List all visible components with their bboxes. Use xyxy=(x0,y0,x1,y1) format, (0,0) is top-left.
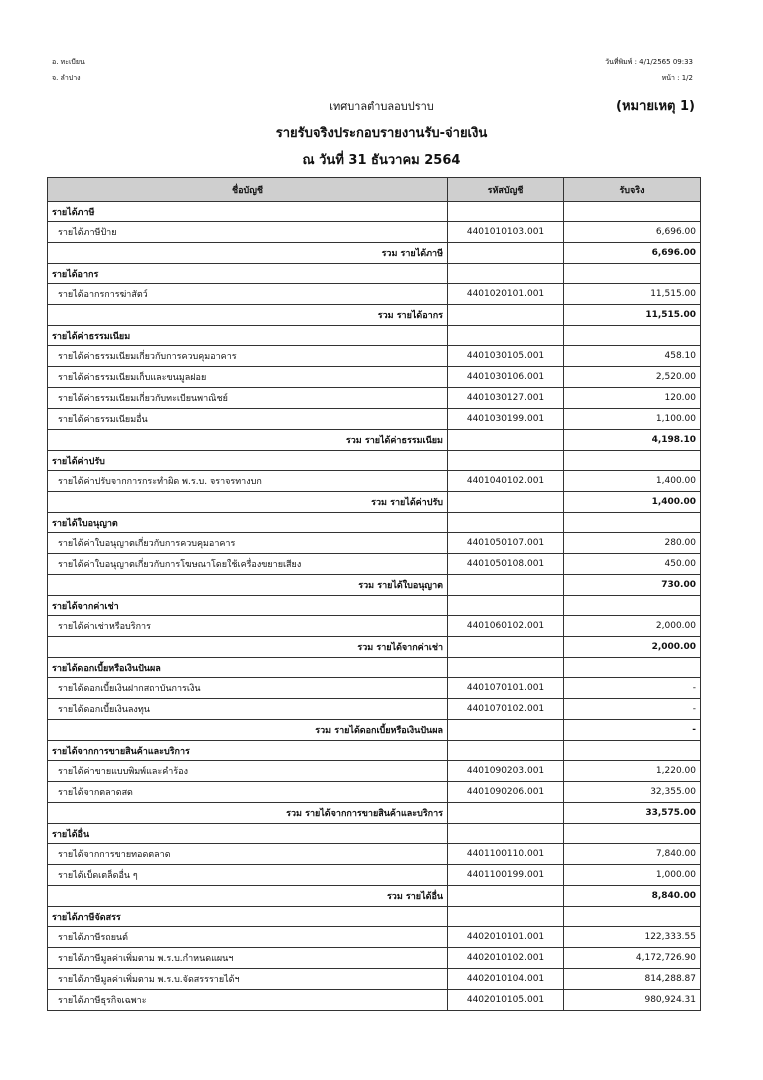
account-name: รายได้ภาษีรถยนต์ xyxy=(48,927,448,948)
account-code: 4401090206.001 xyxy=(448,782,564,803)
actual-amount: - xyxy=(564,699,701,720)
empty-cell xyxy=(564,264,701,284)
total-amount: - xyxy=(564,720,701,741)
header-left-line1: อ. ทะเบียน xyxy=(52,58,85,66)
table-row xyxy=(48,367,701,388)
total-label: รวม รายได้ใบอนุญาต xyxy=(48,575,448,596)
empty-cell xyxy=(448,720,564,741)
actual-amount: 122,333.55 xyxy=(564,927,701,948)
actual-amount: 980,924.31 xyxy=(564,990,701,1011)
section-header-row xyxy=(48,824,701,844)
account-code: 4401030199.001 xyxy=(448,409,564,430)
empty-cell xyxy=(448,741,564,761)
empty-cell xyxy=(564,513,701,533)
actual-amount: 1,220.00 xyxy=(564,761,701,782)
account-code: 4401020101.001 xyxy=(448,284,564,305)
account-name: รายได้ค่าธรรมเนียมอื่น xyxy=(48,409,448,430)
section-total-row xyxy=(48,886,701,907)
table-row xyxy=(48,471,701,492)
account-name: รายได้ดอกเบี้ยเงินลงทุน xyxy=(48,699,448,720)
account-name: รายได้ค่าเช่าหรือบริการ xyxy=(48,616,448,637)
section-header-row xyxy=(48,264,701,284)
empty-cell xyxy=(448,264,564,284)
account-code: 4401070102.001 xyxy=(448,699,564,720)
account-code: 4402010101.001 xyxy=(448,927,564,948)
account-name: รายได้เบ็ดเตล็ดอื่น ๆ xyxy=(48,865,448,886)
total-amount: 2,000.00 xyxy=(564,637,701,658)
table-row xyxy=(48,554,701,575)
account-code: 4401040102.001 xyxy=(448,471,564,492)
section-header-row xyxy=(48,907,701,927)
table-row xyxy=(48,844,701,865)
section-header-row xyxy=(48,451,701,471)
table-row xyxy=(48,409,701,430)
actual-amount: 2,000.00 xyxy=(564,616,701,637)
account-name: รายได้ค่าธรรมเนียมเก็บและขนมูลฝอย xyxy=(48,367,448,388)
section-total-row xyxy=(48,575,701,596)
table-row xyxy=(48,533,701,554)
revenue-table xyxy=(47,177,701,1011)
total-label: รวม รายได้ดอกเบี้ยหรือเงินปันผล xyxy=(48,720,448,741)
actual-amount: 814,288.87 xyxy=(564,969,701,990)
account-name: รายได้อากรการฆ่าสัตว์ xyxy=(48,284,448,305)
empty-cell xyxy=(448,803,564,824)
total-label: รวม รายได้ภาษี xyxy=(48,243,448,264)
section-total-row xyxy=(48,243,701,264)
total-amount: 8,840.00 xyxy=(564,886,701,907)
empty-cell xyxy=(448,637,564,658)
account-name: รายได้ภาษีมูลค่าเพิ่มตาม พ.ร.บ.จัดสรรรายได้ฯ xyxy=(48,969,448,990)
header-left-line2: จ. ลำปาง xyxy=(52,74,81,82)
account-name: รายได้ภาษีป้าย xyxy=(48,222,448,243)
empty-cell xyxy=(448,243,564,264)
total-amount: 11,515.00 xyxy=(564,305,701,326)
header-account-name: ชื่อบัญชี xyxy=(48,178,448,202)
section-header-row xyxy=(48,741,701,761)
total-amount: 33,575.00 xyxy=(564,803,701,824)
section-header-row xyxy=(48,596,701,616)
print-date: วันที่พิมพ์ : 4/1/2565 09:33 xyxy=(605,58,693,66)
actual-amount: 450.00 xyxy=(564,554,701,575)
section-title: รายได้อากร xyxy=(48,264,448,284)
table-row xyxy=(48,782,701,803)
table-row xyxy=(48,222,701,243)
actual-amount: 458.10 xyxy=(564,346,701,367)
account-code: 4401010103.001 xyxy=(448,222,564,243)
total-label: รวม รายได้จากการขายสินค้าและบริการ xyxy=(48,803,448,824)
empty-cell xyxy=(564,824,701,844)
section-title: รายได้ภาษี xyxy=(48,202,448,222)
actual-amount: 280.00 xyxy=(564,533,701,554)
empty-cell xyxy=(448,492,564,513)
empty-cell xyxy=(564,326,701,346)
empty-cell xyxy=(564,202,701,222)
report-title: รายรับจริงประกอบรายงานรับ-จ่ายเงิน xyxy=(275,126,488,141)
section-title: รายได้จากการขายสินค้าและบริการ xyxy=(48,741,448,761)
account-name: รายได้ค่าขายแบบพิมพ์และคำร้อง xyxy=(48,761,448,782)
section-title: รายได้จากค่าเช่า xyxy=(48,596,448,616)
section-title: รายได้ดอกเบี้ยหรือเงินปันผล xyxy=(48,658,448,678)
total-amount: 6,696.00 xyxy=(564,243,701,264)
account-name: รายได้ค่าธรรมเนียมเกี่ยวกับการควบคุมอาคาร xyxy=(48,346,448,367)
account-name: รายได้ค่าธรรมเนียมเกี่ยวกับทะเบียนพาณิชย์ xyxy=(48,388,448,409)
section-total-row xyxy=(48,720,701,741)
empty-cell xyxy=(564,907,701,927)
account-name: รายได้ดอกเบี้ยเงินฝากสถาบันการเงิน xyxy=(48,678,448,699)
account-name: รายได้จากตลาดสด xyxy=(48,782,448,803)
account-code: 4401060102.001 xyxy=(448,616,564,637)
account-name: รายได้ค่าปรับจากการกระทำผิด พ.ร.บ. จราจรทางบก xyxy=(48,471,448,492)
table-row xyxy=(48,616,701,637)
account-code: 4402010105.001 xyxy=(448,990,564,1011)
empty-cell xyxy=(448,430,564,451)
account-code: 4401030105.001 xyxy=(448,346,564,367)
account-code: 4401090203.001 xyxy=(448,761,564,782)
section-header-row xyxy=(48,202,701,222)
header-actual-received: รับจริง xyxy=(564,178,701,202)
total-label: รวม รายได้ค่าธรรมเนียม xyxy=(48,430,448,451)
section-total-row xyxy=(48,305,701,326)
table-row xyxy=(48,699,701,720)
actual-amount: 11,515.00 xyxy=(564,284,701,305)
section-total-row xyxy=(48,637,701,658)
total-label: รวม รายได้อากร xyxy=(48,305,448,326)
table-row xyxy=(48,284,701,305)
section-total-row xyxy=(48,492,701,513)
section-title: รายได้ค่าธรรมเนียม xyxy=(48,326,448,346)
actual-amount: 2,520.00 xyxy=(564,367,701,388)
section-header-row xyxy=(48,326,701,346)
empty-cell xyxy=(564,741,701,761)
section-title: รายได้ค่าปรับ xyxy=(48,451,448,471)
section-title: รายได้ใบอนุญาต xyxy=(48,513,448,533)
header-account-code: รหัสบัญชี xyxy=(448,178,564,202)
actual-amount: 4,172,726.90 xyxy=(564,948,701,969)
table-row xyxy=(48,678,701,699)
actual-amount: 7,840.00 xyxy=(564,844,701,865)
section-title: รายได้อื่น xyxy=(48,824,448,844)
total-amount: 730.00 xyxy=(564,575,701,596)
empty-cell xyxy=(448,305,564,326)
section-header-row xyxy=(48,658,701,678)
account-code: 4401030106.001 xyxy=(448,367,564,388)
section-total-row xyxy=(48,430,701,451)
empty-cell xyxy=(448,326,564,346)
page-number: หน้า : 1/2 xyxy=(661,74,693,82)
account-code: 4401050108.001 xyxy=(448,554,564,575)
account-name: รายได้ภาษีธุรกิจเฉพาะ xyxy=(48,990,448,1011)
actual-amount: 1,000.00 xyxy=(564,865,701,886)
section-title: รายได้ภาษีจัดสรร xyxy=(48,907,448,927)
account-code: 4401030127.001 xyxy=(448,388,564,409)
table-row xyxy=(48,990,701,1011)
table-row xyxy=(48,761,701,782)
account-code: 4401100110.001 xyxy=(448,844,564,865)
account-code: 4401100199.001 xyxy=(448,865,564,886)
empty-cell xyxy=(448,824,564,844)
account-code: 4402010104.001 xyxy=(448,969,564,990)
note-label: (หมายเหตุ 1) xyxy=(616,99,695,114)
empty-cell xyxy=(448,596,564,616)
account-name: รายได้ค่าใบอนุญาตเกี่ยวกับการโฆษณาโดยใช้เครื่องขยายเสียง xyxy=(48,554,448,575)
section-total-row xyxy=(48,803,701,824)
empty-cell xyxy=(448,575,564,596)
account-code: 4401050107.001 xyxy=(448,533,564,554)
table-row xyxy=(48,927,701,948)
table-row xyxy=(48,969,701,990)
table-row xyxy=(48,346,701,367)
account-code: 4402010102.001 xyxy=(448,948,564,969)
table-header-row xyxy=(48,178,701,202)
table-row xyxy=(48,388,701,409)
total-label: รวม รายได้อื่น xyxy=(48,886,448,907)
total-amount: 4,198.10 xyxy=(564,430,701,451)
empty-cell xyxy=(448,886,564,907)
actual-amount: 120.00 xyxy=(564,388,701,409)
total-label: รวม รายได้จากค่าเช่า xyxy=(48,637,448,658)
table-row xyxy=(48,865,701,886)
as-of-date: ณ วันที่ 31 ธันวาคม 2564 xyxy=(302,153,461,168)
account-code: 4401070101.001 xyxy=(448,678,564,699)
empty-cell xyxy=(564,596,701,616)
account-name: รายได้ภาษีมูลค่าเพิ่มตาม พ.ร.บ.กำหนดแผนฯ xyxy=(48,948,448,969)
total-label: รวม รายได้ค่าปรับ xyxy=(48,492,448,513)
account-name: รายได้จากการขายทอดตลาด xyxy=(48,844,448,865)
empty-cell xyxy=(564,658,701,678)
empty-cell xyxy=(448,202,564,222)
empty-cell xyxy=(448,513,564,533)
actual-amount: 32,355.00 xyxy=(564,782,701,803)
empty-cell xyxy=(448,451,564,471)
empty-cell xyxy=(564,451,701,471)
total-amount: 1,400.00 xyxy=(564,492,701,513)
empty-cell xyxy=(448,658,564,678)
actual-amount: 1,100.00 xyxy=(564,409,701,430)
org-title: เทศบาลตำบลอบปราบ xyxy=(329,100,434,113)
empty-cell xyxy=(448,907,564,927)
table-body xyxy=(48,202,701,1011)
table-row xyxy=(48,948,701,969)
section-header-row xyxy=(48,513,701,533)
actual-amount: - xyxy=(564,678,701,699)
actual-amount: 1,400.00 xyxy=(564,471,701,492)
account-name: รายได้ค่าใบอนุญาตเกี่ยวกับการควบคุมอาคาร xyxy=(48,533,448,554)
actual-amount: 6,696.00 xyxy=(564,222,701,243)
